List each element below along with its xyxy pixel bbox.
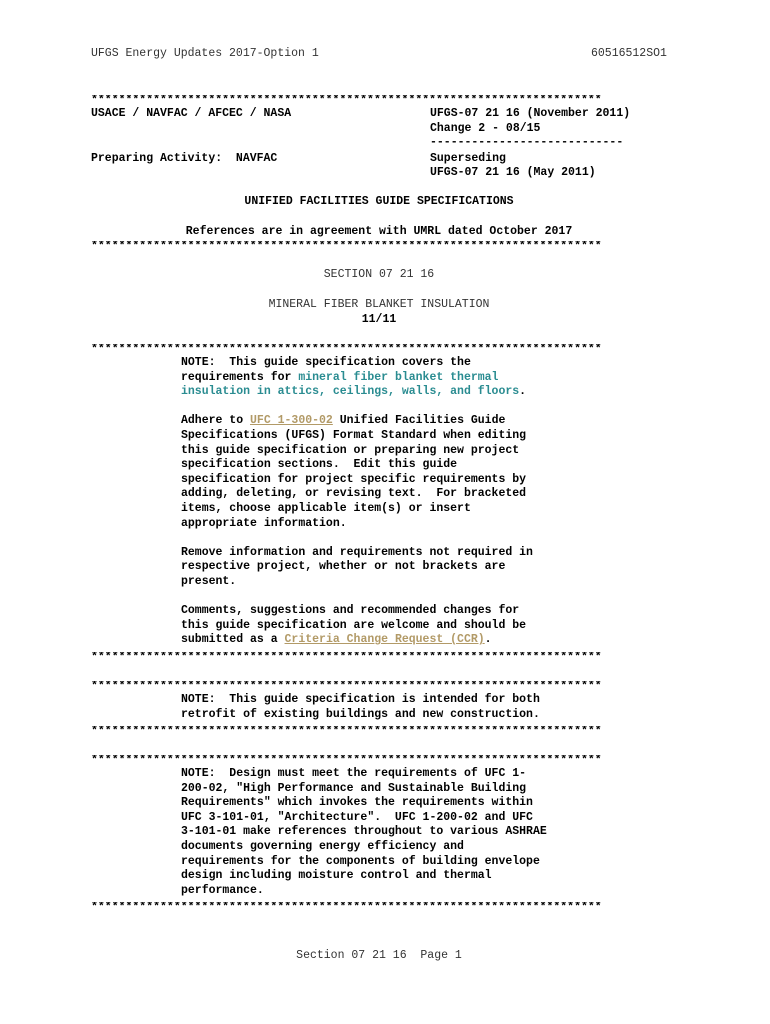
references-line: References are in agreement with UMRL dated October 2017 xyxy=(185,225,573,238)
note-line: Comments, suggestions and recommended changes for xyxy=(181,604,520,618)
page-footer: Section 07 21 16 Page 1 xyxy=(296,949,462,962)
note-line: respective project, whether or not brackets are xyxy=(181,560,506,574)
ufc-1-300-02-link[interactable]: UFC 1-300-02 xyxy=(250,414,333,428)
section-date: 11/11 xyxy=(361,313,397,326)
note-line: insulation in attics, ceilings, walls, and floors. xyxy=(181,385,527,399)
note-line: NOTE: Design must meet the requirements of UFC 1- xyxy=(181,767,527,780)
note-line: Adhere to UFC 1-300-02 Unified Facilities Guide xyxy=(181,414,506,428)
note-block-design xyxy=(181,767,547,898)
criteria-change-request-link[interactable]: Criteria Change Request (CCR) xyxy=(284,633,485,647)
superseded-id: UFGS-07 21 16 (May 2011) xyxy=(430,166,596,179)
section-title: MINERAL FIBER BLANKET INSULATION xyxy=(268,298,490,311)
asterisk-rule: ************************************************************************** xyxy=(91,241,602,250)
change-line: Change 2 - 08/15 xyxy=(430,122,541,135)
dash-rule: ---------------------------- xyxy=(430,136,624,149)
agencies-line: USACE / NAVFAC / AFCEC / NASA xyxy=(91,107,292,120)
asterisk-rule: ************************************************************************** xyxy=(91,726,602,735)
running-header-left: UFGS Energy Updates 2017-Option 1 xyxy=(91,47,319,60)
note-line: requirements for the components of building envelope xyxy=(181,854,540,868)
note-line: specification for project specific requirements by xyxy=(181,472,527,486)
asterisk-rule: ************************************************************************** xyxy=(91,652,602,661)
running-header-right: 60516512SO1 xyxy=(591,47,667,60)
note-line: items, choose applicable item(s) or insert xyxy=(181,501,471,515)
spec-id: UFGS-07 21 16 (November 2011) xyxy=(430,107,631,120)
note-line: specification sections. Edit this guide xyxy=(181,458,458,472)
note-line: appropriate information. xyxy=(181,516,347,530)
note-line: documents governing energy efficiency and xyxy=(181,839,464,853)
note-line: Specifications (UFGS) Format Standard when editing xyxy=(181,428,527,442)
note-line: performance. xyxy=(181,883,264,897)
note-block-retrofit xyxy=(181,693,540,722)
note-line: 3-101-01 make references throughout to various ASHRAE xyxy=(181,825,547,839)
topic-highlight: mineral fiber blanket thermal xyxy=(298,370,499,384)
note-line: this guide specification are welcome and should be xyxy=(181,618,527,632)
note-line: Requirements" which invokes the requirements within xyxy=(181,796,533,810)
note-line: NOTE: This guide specification is intended for both xyxy=(181,693,540,706)
note-line: retrofit of existing buildings and new construction. xyxy=(181,707,540,721)
superseding-label: Superseding xyxy=(430,152,506,165)
preparing-activity: Preparing Activity: NAVFAC xyxy=(91,152,278,165)
note-line: UFC 3-101-01, "Architecture". UFC 1-200-02 and UFC xyxy=(181,810,533,824)
asterisk-rule: ************************************************************************** xyxy=(91,344,602,353)
note-line: design including moisture control and thermal xyxy=(181,869,492,883)
asterisk-rule: ************************************************************************** xyxy=(91,902,602,911)
topic-highlight: insulation in attics, ceilings, walls, and floors xyxy=(181,385,520,399)
note-line: present. xyxy=(181,574,237,588)
note-line: Remove information and requirements not required in xyxy=(181,545,533,559)
note-line: submitted as a Criteria Change Request (CCR). xyxy=(181,633,492,647)
guide-title: UNIFIED FACILITIES GUIDE SPECIFICATIONS xyxy=(244,195,514,208)
asterisk-rule: ************************************************************************** xyxy=(91,681,602,690)
note-block-scope xyxy=(181,356,533,648)
note-line: NOTE: This guide specification covers the xyxy=(181,356,471,369)
note-line: requirements for mineral fiber blanket thermal xyxy=(181,370,499,384)
asterisk-rule: ************************************************************************** xyxy=(91,755,602,764)
note-line: adding, deleting, or revising text. For bracketed xyxy=(181,487,527,501)
note-line: this guide specification or preparing new project xyxy=(181,443,520,457)
section-number: SECTION 07 21 16 xyxy=(323,268,435,281)
note-line: 200-02, "High Performance and Sustainable Building xyxy=(181,781,527,795)
asterisk-rule: ************************************************************************** xyxy=(91,95,602,104)
